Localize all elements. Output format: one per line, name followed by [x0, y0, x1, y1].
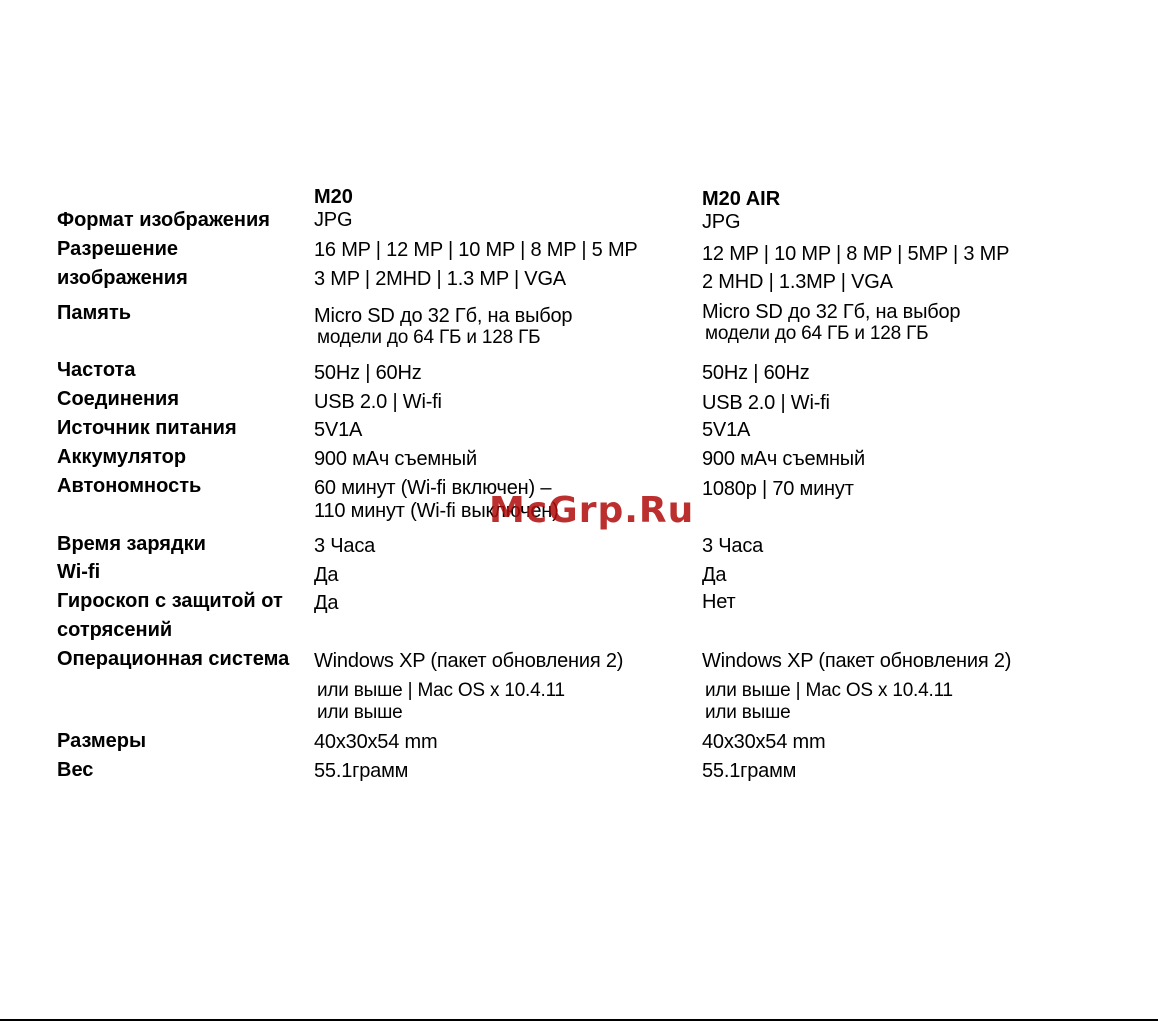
label-connections: Соединения — [57, 388, 180, 410]
watermark: McGrp.Ru — [489, 490, 695, 531]
air-gyro: Нет — [702, 591, 736, 613]
label-weight: Вес — [57, 759, 94, 781]
m20-autonomy-2: 110 минут (Wi-fi выключен) — [314, 500, 559, 522]
label-charge-time: Время зарядки — [57, 533, 206, 555]
air-charge-time: 3 Часа — [702, 535, 764, 557]
air-autonomy: 1080p | 70 минут — [702, 478, 854, 500]
m20-frequency: 50Hz | 60Hz — [314, 362, 422, 384]
label-wifi: Wi-fi — [57, 561, 101, 583]
m20-wifi: Да — [314, 564, 339, 586]
air-memory-1: Micro SD до 32 Гб, на выбор — [702, 301, 961, 323]
m20-os-2: или выше | Mac OS x 10.4.11 — [317, 680, 565, 701]
label-frequency: Частота — [57, 359, 136, 381]
m20-charge-time: 3 Часа — [314, 535, 376, 557]
label-power-source: Источник питания — [57, 417, 237, 439]
air-frequency: 50Hz | 60Hz — [702, 362, 810, 384]
m20-memory-2: модели до 64 ГБ и 128 ГБ — [317, 327, 541, 348]
air-battery: 900 мАч съемный — [702, 448, 865, 470]
label-resolution-2: изображения — [57, 267, 188, 289]
m20-resolution-2: 3 MP | 2MHD | 1.3 MP | VGA — [314, 268, 566, 290]
air-resolution-2: 2 MHD | 1.3MP | VGA — [702, 271, 893, 293]
m20-weight: 55.1грамм — [314, 760, 409, 782]
air-power-source: 5V1A — [702, 419, 751, 441]
m20-os-3: или выше — [317, 702, 403, 723]
m20-image-format: JPG — [314, 209, 353, 231]
m20-gyro: Да — [314, 592, 339, 614]
label-dimensions: Размеры — [57, 730, 147, 752]
column-header-m20-air: M20 AIR — [702, 188, 781, 210]
label-memory: Память — [57, 302, 132, 324]
air-image-format: JPG — [702, 211, 741, 233]
air-os-3: или выше — [705, 702, 791, 723]
air-weight: 55.1грамм — [702, 760, 797, 782]
m20-resolution-1: 16 MP | 12 MP | 10 MP | 8 MP | 5 MP — [314, 239, 638, 261]
label-os: Операционная система — [57, 648, 290, 670]
label-gyro-1: Гироскоп с защитой от — [57, 590, 283, 612]
label-gyro-2: сотрясений — [57, 619, 173, 641]
label-resolution-1: Разрешение — [57, 238, 179, 260]
air-dimensions: 40x30x54 mm — [702, 731, 826, 753]
column-header-m20: M20 — [314, 186, 353, 208]
air-wifi: Да — [702, 564, 727, 586]
air-resolution-1: 12 MP | 10 MP | 8 MP | 5MP | 3 MP — [702, 243, 1010, 265]
m20-connections: USB 2.0 | Wi-fi — [314, 391, 442, 413]
m20-battery: 900 мАч съемный — [314, 448, 477, 470]
label-battery: Аккумулятор — [57, 446, 187, 468]
air-os-1: Windows XP (пакет обновления 2) — [702, 650, 1012, 672]
m20-os-1: Windows XP (пакет обновления 2) — [314, 650, 624, 672]
air-connections: USB 2.0 | Wi-fi — [702, 392, 830, 414]
label-autonomy: Автономность — [57, 475, 202, 497]
label-image-format: Формат изображения — [57, 209, 270, 231]
air-memory-2: модели до 64 ГБ и 128 ГБ — [705, 323, 929, 344]
m20-dimensions: 40x30x54 mm — [314, 731, 438, 753]
m20-memory-1: Micro SD до 32 Гб, на выбор — [314, 305, 573, 327]
m20-autonomy-1: 60 минут (Wi-fi включен) – — [314, 477, 552, 499]
air-os-2: или выше | Mac OS x 10.4.11 — [705, 680, 953, 701]
m20-power-source: 5V1A — [314, 419, 363, 441]
